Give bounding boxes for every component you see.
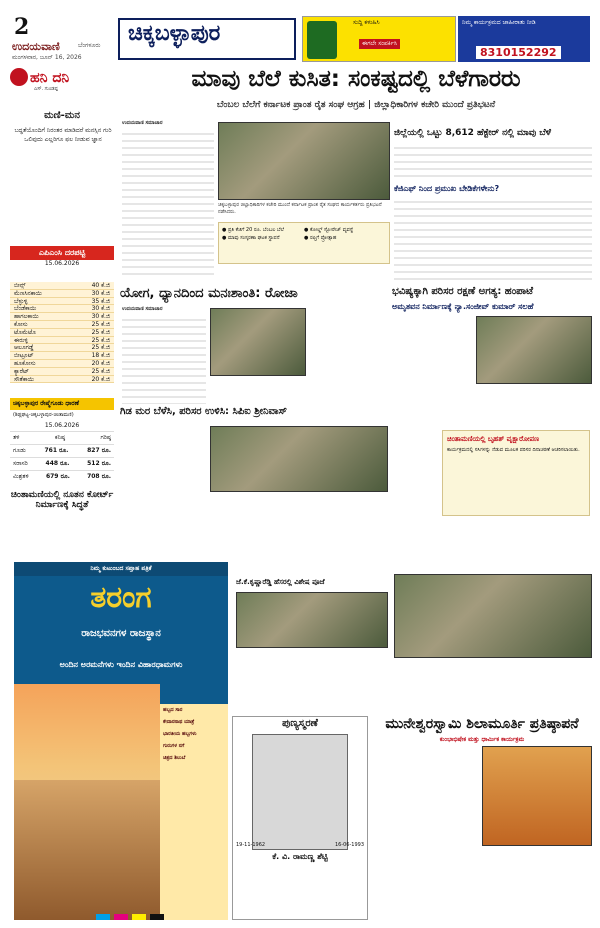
brand-block [10,68,114,90]
lead-info-subhead: ಕೆಜಿಎಫ್ ನಿಂದ ಪ್ರಮುಖ ಬೇಡಿಕೆಗಳೇನು? [394,184,500,193]
silk-max: 512 ರೂ. [87,460,111,467]
print-swatch-magenta [114,914,128,920]
silk-col-name: ತಳಿ [13,434,20,441]
print-swatch-cyan [96,914,110,920]
paper-name: ಉದಯವಾಣಿ [12,40,60,53]
veg-rate: 18 ಕೆ.ಜಿ [91,352,110,360]
taranga-line-1: ರಾಜಭವನಗಳ ರಾಜಸ್ಥಾನ [81,628,161,639]
veg-rate: 30 ಕೆ.ಜಿ [91,305,110,313]
veg-rate-row [10,368,114,376]
silk-sub: (ಶಿಡ್ಲಘಟ್ಟ-ಚಿಕ್ಕಬಳ್ಳಾಪುರ-ಚಿಂತಾಮಣಿ) [13,412,74,418]
lead-deck: ಬೆಂಬಲ ಬೆಲೆಗೆ ಕರ್ನಾಟಕ ಪ್ರಾಂತ ರೈತ ಸಂಘ ಆಗ್ರಹ | ಜಿಲ್ಲಾಧಿಕಾರಿಗಳ ಕಚೇರಿ ಮುಂದೆ ಪ್ರತಿಭಟನೆ [216,100,496,110]
ad-news-submit[interactable] [302,16,456,62]
lead-info-body [394,142,592,182]
taranga-side-item: ಚಿತ್ರದ ಶಿಲುಬೆ [163,755,186,761]
env-headline: ಭವಿಷ್ಯಕ್ಕಾಗಿ ಪರಿಸರ ರಕ್ಷಣೆ ಅಗತ್ಯ: ಹಂಪಾಟೆ [392,286,534,297]
veg-rate-row [10,344,114,352]
veg-rate: 30 ಕೆ.ಜಿ [91,313,110,321]
brand-logo [10,68,28,86]
temple-headline: ಮುನೇಶ್ವರಸ್ವಾಮಿ ಶಿಲಾಮೂರ್ತಿ ಪ್ರತಿಷ್ಠಾಪನೆ [385,716,579,732]
silk-row [10,457,114,470]
taranga-side-item: ಗುರುಗಳ ನಗೆ [163,743,185,749]
lead-info-head: ಜಿಲ್ಲೆಯಲ್ಲಿ ಒಟ್ಟು 8,612 ಹೆಕ್ಟೇರ್ ನಲ್ಲಿ ಮಾವು ಬೆಳೆ [394,128,552,138]
veg-rate: 20 ಕೆ.ಜಿ [91,359,110,367]
apmc-date: 15.06.2026 [44,260,80,267]
obituary-portrait [252,734,348,850]
lead-headline: ಮಾವು ಬೆಲೆ ಕುಸಿತ: ಸಂಕಷ್ಟದಲ್ಲಿ ಬೆಳೆಗಾರರು [191,66,521,92]
demands-list [219,223,389,245]
veg-rate-row [10,352,114,360]
taranga-title: ತರಂಗ [90,580,152,615]
veg-name: ಬೆಂಡೆಕಾಯಿ [14,305,37,313]
veg-rate-row [10,282,114,290]
demand-item: ● ಕೋಲ್ಡ್ ಸ್ಟೋರೇಜ್ ವ್ಯವಸ್ಥೆ [304,227,354,233]
veg-name: ಕೋಸು [14,320,28,328]
masthead [0,0,600,64]
demand-item: ● ರಫ್ತಿಗೆ ಪ್ರೋತ್ಸಾಹ [304,235,337,241]
veg-rate-row [10,329,114,337]
taranga-line-2: ಅಂದಿನ ಅರಮನೆಗಳು ಇಂದಿನ ವಿಹಾರಧಾಮಗಳು [59,660,183,669]
temple-photo [482,746,592,846]
veg-name: ಹಾಗಲಕಾಯಿ [14,313,39,321]
veg-name: ಮೆಣಸಿನಕಾಯಿ [14,289,42,297]
veg-rate-row [10,298,114,306]
city-name: ಚಿಕ್ಕಬಳ್ಳಾಪುರ [128,20,221,46]
veg-name: ಈರುಳ್ಳಿ [14,336,28,344]
brand-name: ಹನಿ ದನಿ [30,70,70,86]
issue-date: ಮಂಗಳವಾರ, ಜೂನ್ 16, 2026 [12,54,82,61]
silk-date: 15.06.2026 [44,422,80,429]
yoga-body [122,314,206,404]
ad-text: ನಿಮ್ಮ ಕಾರ್ಯಕ್ರಮದ ಜಾಹೀರಾತು ನೀಡಿ [462,19,536,26]
env-photo [476,316,592,384]
env-box-head: ಚಿಂತಾಮಣಿಯಲ್ಲಿ ಬೃಹತ್ ವೃಕ್ಷಾರೋಪಣ [447,435,540,443]
silk-max: 827 ರೂ. [87,447,111,454]
silk-row [10,470,114,483]
taranga-side-item: ಹಬ್ಬದ ಸಾರ [163,707,183,713]
temple-deck: ಕುಂಭಾಭಿಷೇಕ ಮತ್ತು ಧಾರ್ಮಿಕ ಕಾರ್ಯಕ್ರಮ [439,736,525,743]
veg-rate-row [10,305,114,313]
yoga-byline: ಉದಯವಾಣಿ ಸಮಾಚಾರ [122,306,163,312]
lead-bottom-photo [394,574,592,658]
veg-rate: 25 ಕೆ.ಜಿ [91,320,110,328]
lead-photo [218,122,390,200]
left-bottom-headline: ಚಿಂತಾಮಣಿಯಲ್ಲಿ ನೂತನ ಕೋರ್ಟ್ ನಿರ್ಮಾಣಕ್ಕೆ ಸಿದ್ಧತೆ [10,490,114,510]
veg-rate: 25 ಕೆ.ಜಿ [91,328,110,336]
taranga-side-item: ಭಾರತೀಯ ಹಬ್ಬಗಳು [163,731,197,737]
obituary-dates [236,842,364,848]
lead-info-body-2 [394,196,592,280]
ad-text: ಸುದ್ದಿ ಕಳುಹಿಸಿ [353,19,380,26]
veg-rate-row [10,313,114,321]
veg-rate-row [10,376,114,384]
feature-text: ಬದ್ಧತೆಯೊಂದಿಗೆ ನಿರಂತರ ಮಾಡಿದರೆ ಮನಸ್ಸಿನ ಗುರಿ ಒಲಿವುದು ಎಲ್ಲರಿಗೂ ಫಲ ನೀಡುವ ಜ್ಞಾನ [14,127,112,143]
silk-header-row [10,431,114,444]
veg-rate: 35 ಕೆ.ಜಿ [91,297,110,305]
ad-phone: 8310152292 [476,46,561,59]
silk-name: ಸರಾಸರಿ [13,460,28,467]
phone-icon [307,21,337,59]
apmc-title: ಎಪಿಎಂಸಿ ದರಪಟ್ಟಿ [10,246,114,260]
veg-rate: 20 ಕೆ.ಜಿ [91,375,110,383]
obituary-name: ಕೆ. ವಿ. ರಾಮಣ್ಣ ಶೆಟ್ಟಿ [272,852,328,861]
brand-sub: ಎಸ್. ಗುಂಡಪ್ಪ [34,86,58,92]
veg-rate: 30 ಕೆ.ಜಿ [91,289,110,297]
silk-max: 708 ರೂ. [87,473,111,480]
taranga-top: ನಿಮ್ಮ ಕುಟುಂಬದ ಸಪ್ತಾಹ ಪತ್ರಿಕೆ [14,562,228,576]
veg-rate-list [10,282,114,383]
veg-rate: 40 ಕೆ.ಜಿ [91,282,110,289]
lead-byline: ಉದಯವಾಣಿ ಸಮಾಚಾರ [122,120,163,126]
lead-body [122,128,214,278]
veg-rate: 25 ಕೆ.ಜಿ [91,344,110,352]
silk-title: ಚಿಕ್ಕಬಳ್ಳಾಪುರ ರೇಷ್ಮೆಗೂಡು ಧಾರಣೆ [10,398,114,410]
veg-name: ಬೆಳ್ಳುಳ್ಳಿ [14,297,28,305]
print-swatch-yellow [132,914,146,920]
silk-min: 448 ರೂ. [45,460,70,467]
tree-photo [210,426,388,492]
veg-name: ಸೌತೆಕಾಯಿ [14,375,35,383]
silk-col-max: ಗರಿಷ್ಠ [100,434,111,441]
puja-photo [236,592,388,648]
silk-min: 761 ರೂ. [44,447,69,454]
edition-name: ಬೆಂಗಳೂರು [78,42,101,49]
veg-rate-row [10,290,114,298]
demand-item: ● ಮಾವು ಸಂಸ್ಕರಣಾ ಘಟಕ ಸ್ಥಾಪನೆ [222,235,280,241]
veg-name: ಬೀಟ್ರೂಟ್ [14,352,34,360]
obituary-died: 16-06-1993 [334,842,364,848]
ad-classified[interactable] [458,16,590,62]
taranga-side-list [160,704,228,920]
veg-name: ಆಲೂಗಡ್ಡೆ [14,344,34,352]
obituary-born: 19-11-1962 [236,842,266,848]
veg-rate-row [10,321,114,329]
obituary-heading: ಪುಣ್ಯಸ್ಮರಣೆ [282,718,318,729]
lead-demands-box [218,222,390,264]
lead-photo-caption: ಚಿಕ್ಕಬಳ್ಳಾಪುರ ಜಿಲ್ಲಾಧಿಕಾರಿಗಳ ಕಚೇರಿ ಮುಂದೆ ಕರ್ನಾಟಕ ಪ್ರಾಂತ ರೈತ ಸಂಘದ ಕಾರ್ಯಕರ್ತರು ಪ್ರತಿಭಟನೆ ನಡೆಸಿದರು. [218,202,382,215]
page-number: 2 [14,14,30,40]
veg-rate-row [10,337,114,345]
demand-item: ● ಪ್ರತಿ ಕೆಜಿಗೆ 20 ರೂ. ಬೆಂಬಲ ಬೆಲೆ [222,227,284,233]
puja-headline: ಜೆ.ಕೆ.ಕೃಷ್ಣಾರೆಡ್ಡಿ ಹೆಸರಲ್ಲಿ ವಿಶೇಷ ಪೂಜೆ [236,578,325,586]
silk-min: 679 ರೂ. [45,473,70,480]
feature-title: ಮಣಿ-ಮನ [44,110,80,121]
veg-name: ಟೊಮೆಟೊ [14,328,36,336]
print-swatch-black [150,914,164,920]
yoga-photo [210,308,306,376]
veg-name: ಬೀನ್ಸ್ [14,282,26,289]
env-deck: ಅಮೃತವನ ನಿರ್ಮಾಣಕ್ಕೆ ನ್ಯಾ.ಸಂಜೀವ್ ಕುಮಾರ್ ಸಲಹೆ [392,302,534,311]
fort-image [14,780,160,920]
yoga-headline: ಯೋಗ, ಧ್ಯಾನದಿಂದ ಮನಃಶಾಂತಿ: ರೋಜಾ [120,286,298,301]
env-box-text: ಕಾರ್ಯಕ್ರಮದಲ್ಲಿ ಸಸಿಗಳನ್ನು ನೆಡುವ ಮೂಲಕ ಪರಿಸರ ದಿನಾಚರಣೆ ಆಚರಿಸಲಾಯಿತು. [447,447,580,453]
veg-rate: 25 ಕೆ.ಜಿ [91,336,110,344]
silk-col-min: ಕನಿಷ್ಠ [54,434,66,441]
ad-badge: ಈಗಲೇ ಸಂಪರ್ಕಿಸಿ [359,39,400,49]
veg-name: ಹೂಕೋಸು [14,359,36,367]
silk-name: ಗೂಡು [13,447,26,454]
silk-rates [10,398,114,483]
veg-rate: 25 ಕೆ.ಜಿ [91,367,110,375]
env-sidebox [442,430,590,516]
veg-name: ಕ್ಯಾರೆಟ್ [14,367,29,375]
tree-headline: ಗಿಡ ಮರ ಬೆಳೆಸಿ, ಪರಿಸರ ಉಳಿಸಿ: ಸಿಪಿಐ ಶ್ರೀನಿವಾಸ್ [120,406,288,417]
silk-row [10,444,114,457]
silk-rows [10,444,114,483]
veg-rate-row [10,360,114,368]
taranga-side-item: ಕೇದಾರನಾಥ ಯಾತ್ರೆ [163,719,195,725]
silk-name: ಮಿಶ್ರತಳಿ [13,473,29,480]
